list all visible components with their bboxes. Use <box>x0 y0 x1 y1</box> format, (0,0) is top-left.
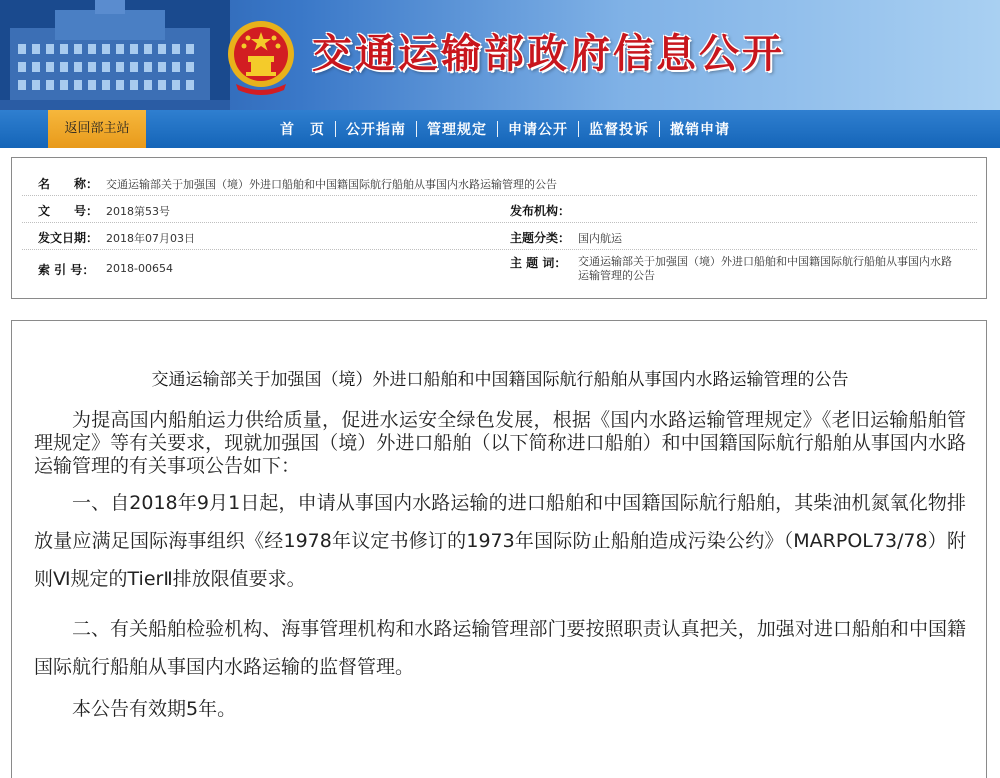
paragraph-item-2: 二、有关船舶检验机构、海事管理机构和水路运输管理部门要按照职责认真把关，加强对进口船舶和中国籍国际航行船舶从事国内水路运输的监督管理。 <box>34 618 966 678</box>
nav-divider <box>335 121 336 137</box>
nav-item-complaint[interactable]: 监督投诉 <box>589 122 649 138</box>
nav-divider <box>659 121 660 137</box>
nav-menu <box>270 110 740 148</box>
category-value: 国内航运 <box>578 232 622 245</box>
meta-row-index <box>22 250 977 292</box>
paragraph-intro: 为提高国内船舶运力供给质量，促进水运安全绿色发展，根据《国内水路运输管理规定》《老旧运输船舶管理规定》等有关要求，现就加强国（境）外进口船舶（以下简称进口船舶）和中国籍国际航行船舶从事国内水路运输管理的有关事项公告如下： <box>34 409 966 477</box>
back-to-main-site-button[interactable]: 返回部主站 <box>48 110 146 148</box>
nav-item-revoke[interactable]: 撤销申请 <box>670 122 730 138</box>
document-title: 交通运输部关于加强国（境）外进口船舶和中国籍国际航行船舶从事国内水路运输管理的公告 <box>151 370 849 390</box>
index-number-value: 2018-00654 <box>106 262 173 275</box>
keywords-value: 交通运输部关于加强国（境）外进口船舶和中国籍国际航行船舶从事国内水路运输管理的公告 <box>578 255 952 282</box>
doc-number-value: 2018第53号 <box>106 205 170 218</box>
nav-item-home[interactable]: 首 页 <box>280 122 325 138</box>
publisher-label: 发布机构： <box>510 204 571 218</box>
meta-row-date <box>22 223 977 250</box>
nav-divider <box>497 121 498 137</box>
category-label: 主题分类： <box>510 231 571 245</box>
document-meta-table <box>11 157 987 299</box>
paragraph-item-1: 一、自2018年9月1日起，申请从事国内水路运输的进口船舶和中国籍国际航行船舶，其柴油机氮氧化物排放量应满足国际海事组织《经1978年议定书修订的1973年国际防止船舶造成污染公约》（MARPOL73/78）附则Ⅵ规定的TierⅡ排放限值要求。 <box>34 492 966 590</box>
ministry-building-icon <box>0 0 230 110</box>
name-value: 交通运输部关于加强国（境）外进口船舶和中国籍国际航行船舶从事国内水路运输管理的公告 <box>106 178 557 191</box>
issue-date-value: 2018年07月03日 <box>106 232 195 245</box>
paragraph-validity: 本公告有效期5年。 <box>72 698 237 720</box>
nav-item-guide[interactable]: 公开指南 <box>346 122 406 138</box>
nav-item-regulations[interactable]: 管理规定 <box>427 122 487 138</box>
issue-date-label: 发文日期： <box>38 231 99 245</box>
main-nav <box>0 110 1000 148</box>
site-banner <box>0 0 1000 110</box>
doc-number-label: 文 号： <box>38 204 99 218</box>
nav-divider <box>416 121 417 137</box>
nav-item-apply[interactable]: 申请公开 <box>508 122 568 138</box>
national-emblem-icon <box>226 14 296 98</box>
keywords-label: 主 题 词： <box>510 256 567 270</box>
document-content <box>11 320 987 778</box>
name-label: 名 称： <box>38 177 99 191</box>
meta-row-docno <box>22 196 977 223</box>
nav-divider <box>578 121 579 137</box>
site-title: 交通运输部政府信息公开 <box>312 30 785 77</box>
index-number-label: 索 引 号： <box>38 263 95 277</box>
meta-row-name <box>22 168 977 196</box>
